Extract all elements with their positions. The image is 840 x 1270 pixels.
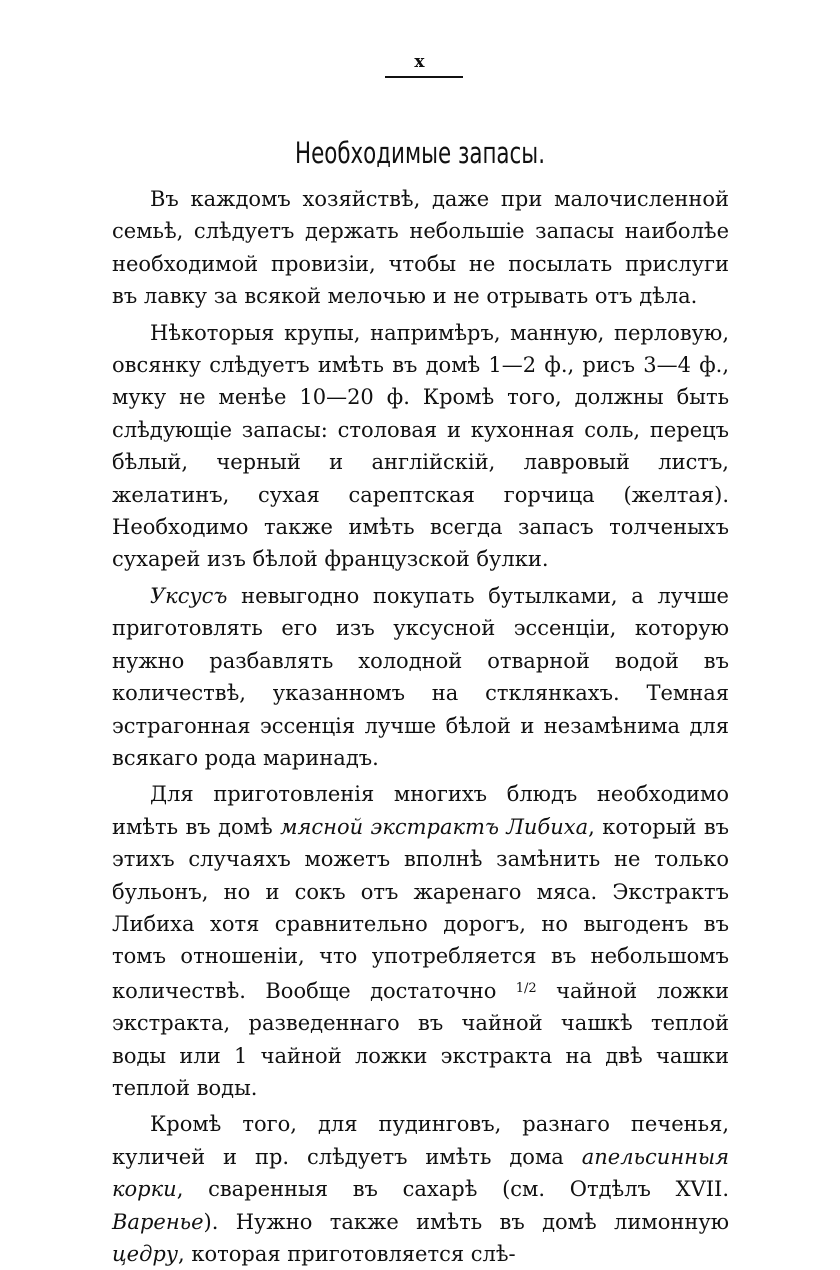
page-number-rule <box>385 76 463 78</box>
fraction: 1/2 <box>515 980 537 996</box>
paragraph-text: , который въ этихъ случаяхъ можетъ вполнѣ замѣнить не только бульонъ, но и сокъ отъ жаренаго мяса. Экстрактъ Либиха хотя сравнительно дорогъ, но выгоденъ въ томъ отношеніи, что употребляется въ небольшомъ количествѣ. Вообще достаточно <box>112 814 729 1003</box>
paragraph: Въ каждомъ хозяйствѣ, даже при малочисленной семьѣ, слѣдуетъ держать небольшіе запасы наиболѣе необходимой провизіи, чтобы не посылать прислуги въ лавку за всякой мелочью и не отрывать отъ дѣла. <box>112 187 729 309</box>
paragraph: Нѣкоторыя крупы, напримѣръ, манную, перловую, овсянку слѣдуетъ имѣть въ домѣ 1—2 ф., рисъ 3—4 ф., муку не менѣе 10—20 ф. Кромѣ того, должны быть слѣдующіе запасы: столовая и кухонная соль, перецъ бѣлый, черный и англійскій, лавровый листъ, желатинъ, сухая сарептская горчица (желтая). Необходимо также имѣть всегда запасъ толченыхъ сухарей изъ бѣлой французской булки. <box>112 320 729 572</box>
page-number: x <box>414 52 426 72</box>
paragraph-text: чайной ложки экстракта, разведеннаго въ чайной чашкѣ теплой воды или 1 чайной ложки экстракта на двѣ чашки теплой воды. <box>112 978 729 1100</box>
italic-term: Уксусъ <box>150 583 228 608</box>
italic-term: мясной экстрактъ Либиха <box>280 814 589 839</box>
paragraph-text: невыгодно покупать бутылками, а лучше приготовлять его изъ уксусной эссенціи, которую нужно разбавлять холодной отварной водой въ количествѣ, указанномъ на стклянкахъ. Темная эстрагонная эссенція лучше бѣлой и незамѣнима для всякаго рода маринадъ. <box>112 583 729 770</box>
paragraph-text: Для приготовленія многихъ блюдъ необходимо имѣть въ домѣ <box>112 782 729 839</box>
italic-term: Варенье <box>112 1209 204 1234</box>
paragraph-text: , которая приготовляется слѣ- <box>178 1242 516 1266</box>
paragraph-text: Кромѣ того, для пудинговъ, разнаго печенья, куличей и пр. слѣдуетъ имѣть дома <box>112 1112 729 1169</box>
body-text <box>112 183 729 1270</box>
paragraph-text: , сваренныя въ сахарѣ (см. Отдѣлъ XVII. <box>176 1177 729 1202</box>
paragraph <box>112 778 729 1104</box>
paragraph <box>112 1108 729 1270</box>
paragraph <box>112 580 729 774</box>
page-title: Необходимые запасы. <box>294 136 545 170</box>
italic-term: апельсинныя корки <box>112 1144 729 1202</box>
paragraph-text: ). Нужно также имѣть въ домѣ лимонную <box>203 1209 729 1234</box>
italic-term: цедру <box>112 1242 179 1266</box>
